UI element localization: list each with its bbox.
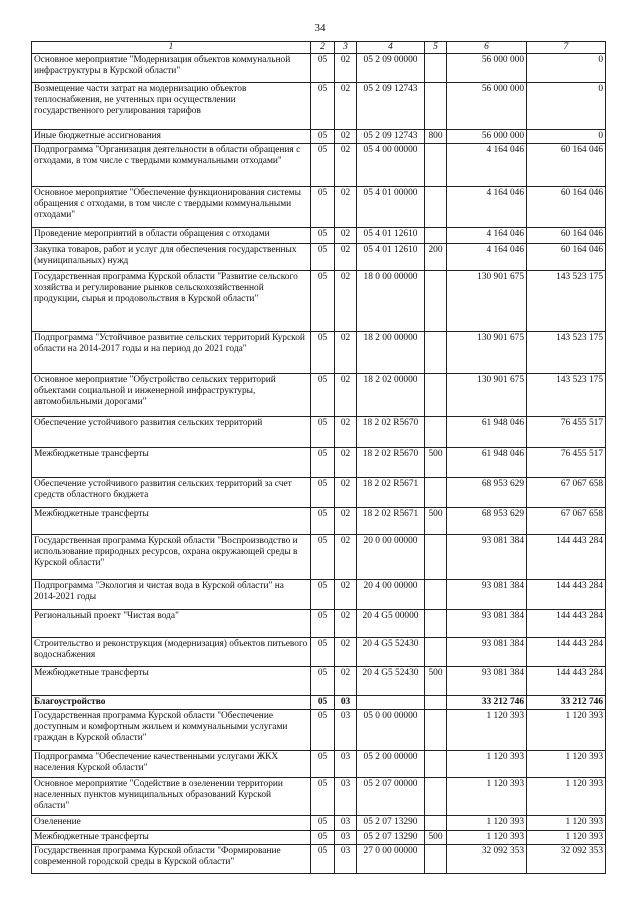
row-subsection-cell: 02 [335, 535, 357, 580]
table-row [32, 332, 606, 374]
row-amount-2-cell: 143 523 175 [527, 332, 606, 374]
row-section-cell: 05 [311, 638, 335, 667]
row-target-article-cell: 05 2 00 00000 [357, 751, 425, 778]
col-header-2: 2 [311, 42, 335, 54]
row-amount-1-cell: 56 000 000 [447, 83, 527, 130]
row-amount-1-cell: 61 948 046 [447, 417, 527, 448]
row-amount-2-cell: 144 443 284 [527, 667, 606, 696]
row-subsection-cell: 03 [335, 778, 357, 816]
row-amount-1-cell: 32 092 353 [447, 845, 527, 874]
page-number: 34 [314, 22, 326, 34]
row-section-cell: 05 [311, 778, 335, 816]
row-target-article-cell: 05 2 09 00000 [357, 54, 425, 83]
row-name-cell: Подпрограмма "Обеспечение качественными услугами ЖКХ населения Курской области" [32, 751, 311, 778]
row-subsection-cell: 02 [335, 667, 357, 696]
row-amount-1-cell: 68 953 629 [447, 508, 527, 535]
row-amount-2-cell: 1 120 393 [527, 778, 606, 816]
table-row [32, 778, 606, 816]
row-name-cell: Возмещение части затрат на модернизацию объектов теплоснабжения, не учтенных при осуществлении государственного регулирования тарифов [32, 83, 311, 130]
row-amount-1-cell: 4 164 046 [447, 244, 527, 271]
row-target-article-cell: 20 0 00 00000 [357, 535, 425, 580]
row-name-cell: Государственная программа Курской области "Воспроизводство и использование природных ресурсов, охрана окружающей среды в Курской области" [32, 535, 311, 580]
row-name-cell: Межбюджетные трансферты [32, 448, 311, 478]
row-expense-type-cell: 200 [425, 244, 447, 271]
row-amount-2-cell: 144 443 284 [527, 638, 606, 667]
row-amount-1-cell: 4 164 046 [447, 228, 527, 244]
row-target-article-cell: 05 2 07 13290 [357, 831, 425, 845]
row-subsection-cell: 02 [335, 580, 357, 610]
row-amount-2-cell: 67 067 658 [527, 508, 606, 535]
row-expense-type-cell [425, 638, 447, 667]
row-name-cell: Обеспечение устойчивого развития сельских территорий за счет средств областного бюджета [32, 478, 311, 508]
row-expense-type-cell [425, 374, 447, 417]
row-section-cell: 05 [311, 751, 335, 778]
table-row [32, 508, 606, 535]
row-section-cell: 05 [311, 478, 335, 508]
row-target-article-cell: 05 4 01 12610 [357, 228, 425, 244]
row-section-cell: 05 [311, 710, 335, 751]
row-target-article-cell: 18 2 02 R5671 [357, 478, 425, 508]
row-name-cell: Государственная программа Курской области "Развитие сельского хозяйства и регулирование рынков сельскохозяйственной продукции, сырья и продовольствия в Курской области" [32, 271, 311, 332]
row-name-cell: Закупка товаров, работ и услуг для обеспечения государственных (муниципальных) нужд [32, 244, 311, 271]
row-section-cell: 05 [311, 54, 335, 83]
table-row [32, 374, 606, 417]
row-amount-1-cell: 56 000 000 [447, 54, 527, 83]
table-row [32, 54, 606, 83]
row-amount-1-cell: 93 081 384 [447, 610, 527, 638]
table-row [32, 580, 606, 610]
row-name-cell: Государственная программа Курской области "Обеспечение доступным и комфортным жильем и коммунальными услугами граждан в Курской области" [32, 710, 311, 751]
row-expense-type-cell [425, 845, 447, 874]
row-subsection-cell: 02 [335, 508, 357, 535]
row-amount-2-cell: 0 [527, 130, 606, 144]
row-section-cell: 05 [311, 187, 335, 228]
row-name-cell: Основное мероприятие "Обеспечение функционирования системы обращения с отходами, в том числе с твердыми коммунальными отходами" [32, 187, 311, 228]
row-subsection-cell: 02 [335, 638, 357, 667]
row-expense-type-cell [425, 228, 447, 244]
col-header-6: 6 [447, 42, 527, 54]
row-section-cell: 05 [311, 83, 335, 130]
row-amount-2-cell: 144 443 284 [527, 610, 606, 638]
row-section-cell: 05 [311, 417, 335, 448]
row-subsection-cell: 03 [335, 845, 357, 874]
row-name-cell: Региональный проект "Чистая вода" [32, 610, 311, 638]
row-section-cell: 05 [311, 271, 335, 332]
table-row [32, 448, 606, 478]
row-name-cell: Иные бюджетные ассигнования [32, 130, 311, 144]
table-row [32, 130, 606, 144]
row-expense-type-cell [425, 535, 447, 580]
row-amount-1-cell: 130 901 675 [447, 332, 527, 374]
table-row [32, 816, 606, 831]
row-expense-type-cell [425, 778, 447, 816]
col-header-5: 5 [425, 42, 447, 54]
row-expense-type-cell: 500 [425, 667, 447, 696]
col-header-4: 4 [357, 42, 425, 54]
table-row [32, 187, 606, 228]
table-row [32, 244, 606, 271]
row-expense-type-cell [425, 187, 447, 228]
row-section-cell: 05 [311, 332, 335, 374]
col-header-1: 1 [32, 42, 311, 54]
row-amount-2-cell: 60 164 046 [527, 144, 606, 187]
row-target-article-cell [357, 696, 425, 710]
row-amount-1-cell: 1 120 393 [447, 816, 527, 831]
row-expense-type-cell: 800 [425, 130, 447, 144]
row-amount-2-cell: 0 [527, 54, 606, 83]
col-header-3: 3 [335, 42, 357, 54]
row-section-cell: 05 [311, 228, 335, 244]
row-amount-2-cell: 60 164 046 [527, 244, 606, 271]
row-subsection-cell: 02 [335, 130, 357, 144]
row-amount-2-cell: 143 523 175 [527, 271, 606, 332]
row-name-cell: Межбюджетные трансферты [32, 508, 311, 535]
row-target-article-cell: 05 4 01 00000 [357, 187, 425, 228]
row-section-cell: 05 [311, 816, 335, 831]
row-expense-type-cell [425, 696, 447, 710]
row-target-article-cell: 05 4 00 00000 [357, 144, 425, 187]
row-expense-type-cell: 500 [425, 448, 447, 478]
col-header-7: 7 [527, 42, 606, 54]
table-row [32, 478, 606, 508]
row-name-cell: Государственная программа Курской области "Формирование современной городской среды в Курской области" [32, 845, 311, 874]
row-subsection-cell: 02 [335, 610, 357, 638]
table-row [32, 535, 606, 580]
table-row [32, 710, 606, 751]
row-amount-2-cell: 32 092 353 [527, 845, 606, 874]
row-subsection-cell: 02 [335, 271, 357, 332]
row-name-cell: Основное мероприятие "Обустройство сельских территорий объектами социальной и инженерной инфраструктуры, автомобильными дорогами" [32, 374, 311, 417]
row-subsection-cell: 02 [335, 332, 357, 374]
table-row [32, 144, 606, 187]
row-name-cell: Подпрограмма "Организация деятельности в области обращения с отходами, в том числе с твердыми коммунальными отходами" [32, 144, 311, 187]
row-name-cell: Озеленение [32, 816, 311, 831]
row-amount-2-cell: 144 443 284 [527, 580, 606, 610]
row-name-cell: Строительство и реконструкция (модернизация) объектов питьевого водоснабжения [32, 638, 311, 667]
row-section-cell: 05 [311, 144, 335, 187]
row-target-article-cell: 05 2 09 12743 [357, 130, 425, 144]
row-target-article-cell: 20 4 00 00000 [357, 580, 425, 610]
row-subsection-cell: 02 [335, 228, 357, 244]
table-row [32, 638, 606, 667]
row-name-cell: Основное мероприятие "Содействие в озеленении территории населенных пунктов муниципальных образований Курской области" [32, 778, 311, 816]
row-section-cell: 05 [311, 535, 335, 580]
row-amount-2-cell: 76 455 517 [527, 417, 606, 448]
row-target-article-cell: 20 4 G5 52430 [357, 667, 425, 696]
row-section-cell: 05 [311, 244, 335, 271]
row-amount-1-cell: 93 081 384 [447, 638, 527, 667]
row-subsection-cell: 02 [335, 417, 357, 448]
row-amount-2-cell: 76 455 517 [527, 448, 606, 478]
row-amount-1-cell: 93 081 384 [447, 580, 527, 610]
row-amount-2-cell: 1 120 393 [527, 816, 606, 831]
row-amount-2-cell: 60 164 046 [527, 187, 606, 228]
row-subsection-cell: 02 [335, 54, 357, 83]
row-target-article-cell: 05 2 09 12743 [357, 83, 425, 130]
row-amount-1-cell: 4 164 046 [447, 144, 527, 187]
row-amount-1-cell: 1 120 393 [447, 778, 527, 816]
row-section-cell: 05 [311, 610, 335, 638]
row-target-article-cell: 05 0 00 00000 [357, 710, 425, 751]
row-expense-type-cell [425, 710, 447, 751]
row-name-cell: Подпрограмма "Экология и чистая вода в Курской области" на 2014-2021 годы [32, 580, 311, 610]
row-subsection-cell: 02 [335, 448, 357, 478]
row-name-cell: Межбюджетные трансферты [32, 831, 311, 845]
row-amount-1-cell: 93 081 384 [447, 667, 527, 696]
row-target-article-cell: 18 0 00 00000 [357, 271, 425, 332]
row-amount-2-cell: 1 120 393 [527, 831, 606, 845]
row-section-cell: 05 [311, 845, 335, 874]
row-section-cell: 05 [311, 667, 335, 696]
table-row [32, 271, 606, 332]
row-target-article-cell: 05 4 01 12610 [357, 244, 425, 271]
row-section-cell: 05 [311, 448, 335, 478]
row-target-article-cell: 20 4 G5 00000 [357, 610, 425, 638]
row-amount-1-cell: 4 164 046 [447, 187, 527, 228]
row-subsection-cell: 02 [335, 244, 357, 271]
row-section-cell: 05 [311, 508, 335, 535]
row-subsection-cell: 03 [335, 751, 357, 778]
row-amount-2-cell: 60 164 046 [527, 228, 606, 244]
row-amount-1-cell: 1 120 393 [447, 831, 527, 845]
table-row [32, 228, 606, 244]
row-section-cell: 05 [311, 696, 335, 710]
row-amount-1-cell: 130 901 675 [447, 271, 527, 332]
table-row [32, 667, 606, 696]
row-amount-2-cell: 0 [527, 83, 606, 130]
row-amount-2-cell: 144 443 284 [527, 535, 606, 580]
row-amount-2-cell: 67 067 658 [527, 478, 606, 508]
budget-table [31, 41, 606, 874]
row-subsection-cell: 02 [335, 478, 357, 508]
row-subsection-cell: 03 [335, 710, 357, 751]
row-expense-type-cell [425, 751, 447, 778]
row-subsection-cell: 03 [335, 696, 357, 710]
table-row [32, 417, 606, 448]
row-expense-type-cell: 500 [425, 508, 447, 535]
row-section-cell: 05 [311, 831, 335, 845]
row-name-cell: Проведение мероприятий в области обращения с отходами [32, 228, 311, 244]
row-amount-2-cell: 143 523 175 [527, 374, 606, 417]
table-row [32, 83, 606, 130]
row-target-article-cell: 18 2 02 R5670 [357, 448, 425, 478]
row-subsection-cell: 02 [335, 144, 357, 187]
table-row [32, 610, 606, 638]
row-amount-2-cell: 33 212 746 [527, 696, 606, 710]
row-expense-type-cell [425, 580, 447, 610]
row-target-article-cell: 20 4 G5 52430 [357, 638, 425, 667]
row-amount-1-cell: 130 901 675 [447, 374, 527, 417]
row-amount-1-cell: 68 953 629 [447, 478, 527, 508]
row-target-article-cell: 05 2 07 13290 [357, 816, 425, 831]
row-name-cell: Благоустройство [32, 696, 311, 710]
row-expense-type-cell [425, 478, 447, 508]
row-section-cell: 05 [311, 374, 335, 417]
row-amount-2-cell: 1 120 393 [527, 710, 606, 751]
row-amount-1-cell: 1 120 393 [447, 710, 527, 751]
row-target-article-cell: 18 2 00 00000 [357, 332, 425, 374]
row-subsection-cell: 02 [335, 187, 357, 228]
table-row [32, 845, 606, 874]
row-target-article-cell: 18 2 02 R5670 [357, 417, 425, 448]
row-target-article-cell: 05 2 07 00000 [357, 778, 425, 816]
row-amount-1-cell: 61 948 046 [447, 448, 527, 478]
row-name-cell: Подпрограмма "Устойчивое развитие сельских территорий Курской области на 2014-2017 годы и на период до 2021 года" [32, 332, 311, 374]
row-expense-type-cell [425, 332, 447, 374]
row-amount-1-cell: 33 212 746 [447, 696, 527, 710]
row-expense-type-cell [425, 83, 447, 130]
row-subsection-cell: 03 [335, 816, 357, 831]
table-row [32, 831, 606, 845]
row-target-article-cell: 27 0 00 00000 [357, 845, 425, 874]
row-expense-type-cell [425, 417, 447, 448]
row-expense-type-cell [425, 610, 447, 638]
row-expense-type-cell [425, 271, 447, 332]
row-amount-1-cell: 1 120 393 [447, 751, 527, 778]
row-expense-type-cell [425, 816, 447, 831]
row-section-cell: 05 [311, 580, 335, 610]
row-name-cell: Межбюджетные трансферты [32, 667, 311, 696]
row-target-article-cell: 18 2 02 00000 [357, 374, 425, 417]
row-expense-type-cell [425, 144, 447, 187]
row-expense-type-cell: 500 [425, 831, 447, 845]
table-row [32, 751, 606, 778]
row-section-cell: 05 [311, 130, 335, 144]
row-expense-type-cell [425, 54, 447, 83]
row-amount-2-cell: 1 120 393 [527, 751, 606, 778]
row-target-article-cell: 18 2 02 R5671 [357, 508, 425, 535]
row-amount-1-cell: 93 081 384 [447, 535, 527, 580]
row-amount-1-cell: 56 000 000 [447, 130, 527, 144]
row-subsection-cell: 02 [335, 374, 357, 417]
row-subsection-cell: 02 [335, 83, 357, 130]
row-name-cell: Основное мероприятие "Модернизация объектов коммунальной инфраструктуры в Курской области" [32, 54, 311, 83]
column-number-row [32, 42, 606, 54]
row-name-cell: Обеспечение устойчивого развития сельских территорий [32, 417, 311, 448]
row-subsection-cell: 03 [335, 831, 357, 845]
table-row [32, 696, 606, 710]
